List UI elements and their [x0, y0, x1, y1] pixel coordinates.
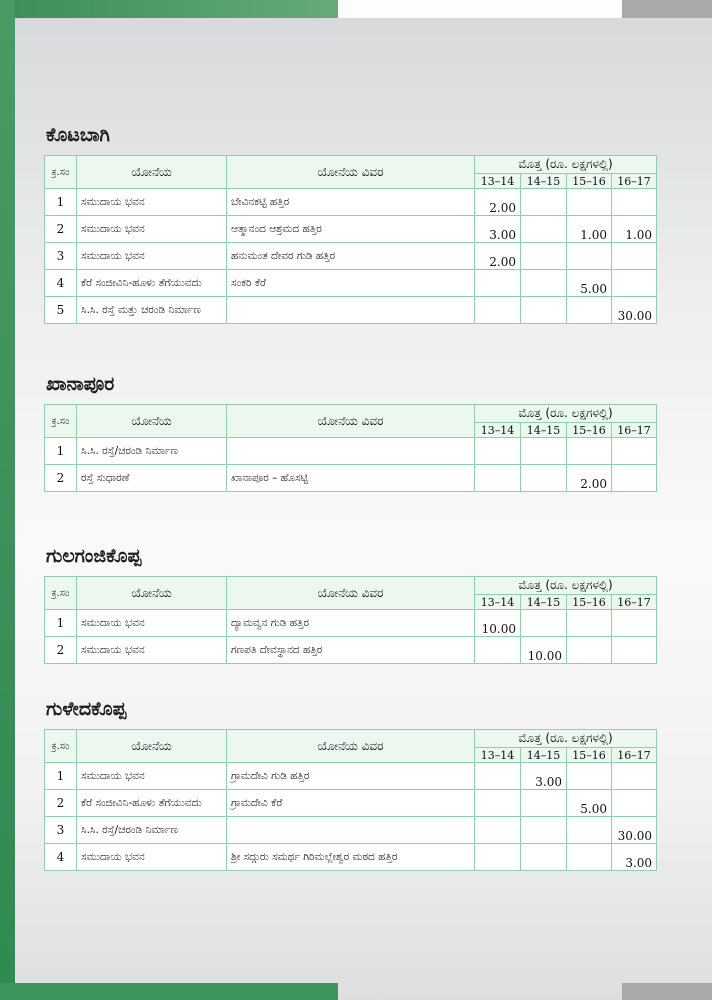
amount-13-14 — [475, 844, 521, 871]
row-scheme: ಸಿ.ಸಿ. ರಸ್ತೆ ಮತ್ತು ಚರಂಡಿ ನಿರ್ಮಾಣ — [77, 297, 227, 324]
table-row — [45, 438, 657, 465]
table-row — [45, 189, 657, 216]
row-sl: 3 — [45, 817, 77, 844]
amount-15-16 — [567, 438, 612, 465]
section-title-kotabagi: ಕೊಟಬಾಗಿ — [46, 124, 110, 146]
amount-14-15 — [521, 844, 567, 871]
amount-15-16 — [567, 817, 612, 844]
row-sl: 1 — [45, 610, 77, 637]
amount-15-16: 5.00 — [567, 790, 612, 817]
row-sl: 2 — [45, 216, 77, 243]
row-details — [227, 438, 475, 465]
row-sl: 2 — [45, 790, 77, 817]
amount-16-17: 30.00 — [612, 297, 657, 324]
amount-14-15 — [521, 465, 567, 492]
amount-15-16 — [567, 189, 612, 216]
col-header-amount: ಮೊತ್ತ (ರೂ. ಲಕ್ಷಗಳಲ್ಲಿ) — [475, 577, 657, 595]
col-header-sl: ಕ್ರ.ಸಂ — [45, 405, 77, 438]
col-header-year: 13–14 — [475, 748, 521, 763]
col-header-details: ಯೋನೆಯ ವಿವರ — [227, 577, 475, 610]
amount-16-17: 3.00 — [612, 844, 657, 871]
col-header-year: 14–15 — [521, 595, 567, 610]
col-header-year: 13–14 — [475, 174, 521, 189]
row-details: ಸಂಕರಿ ಕೆರೆ — [227, 270, 475, 297]
amount-15-16: 2.00 — [567, 465, 612, 492]
table-row — [45, 763, 657, 790]
row-sl: 3 — [45, 243, 77, 270]
col-header-year: 16–17 — [612, 748, 657, 763]
col-header-amount: ಮೊತ್ತ (ರೂ. ಲಕ್ಷಗಳಲ್ಲಿ) — [475, 156, 657, 174]
row-sl: 4 — [45, 270, 77, 297]
row-details: ಬೇವಿನಕಟ್ಟಿ ಹತ್ತಿರ — [227, 189, 475, 216]
table-row — [45, 844, 657, 871]
row-details: ಗ್ರಾಮದೇವಿ ಕೆರೆ — [227, 790, 475, 817]
row-sl: 1 — [45, 438, 77, 465]
row-scheme: ಸಮುದಾಯ ಭವನ — [77, 243, 227, 270]
row-scheme: ಸಿ.ಸಿ. ರಸ್ತೆ/ಚರಂಡಿ ನಿರ್ಮಾಣ — [77, 438, 227, 465]
col-header-year: 14–15 — [521, 748, 567, 763]
col-header-year: 15–16 — [567, 595, 612, 610]
row-details: ಖಾನಾಪೂರ – ಹೊಸಟ್ಟಿ — [227, 465, 475, 492]
amount-15-16 — [567, 844, 612, 871]
table-row — [45, 790, 657, 817]
row-scheme: ರಸ್ತೆ ಸುಧಾರಣೆ — [77, 465, 227, 492]
amount-14-15 — [521, 438, 567, 465]
amount-13-14 — [475, 637, 521, 664]
amount-13-14 — [475, 465, 521, 492]
section-title-guledakoppa: ಗುಳೇದಕೊಪ್ಪ — [46, 698, 127, 720]
row-scheme: ಸಮುದಾಯ ಭವನ — [77, 216, 227, 243]
row-sl: 1 — [45, 763, 77, 790]
amount-15-16: 1.00 — [567, 216, 612, 243]
col-header-year: 15–16 — [567, 748, 612, 763]
col-header-scheme: ಯೋನೆಯ — [77, 156, 227, 189]
amount-14-15 — [521, 817, 567, 844]
row-scheme: ಸಮುದಾಯ ಭವನ — [77, 844, 227, 871]
top-white-band — [338, 0, 622, 18]
amount-14-15: 10.00 — [521, 637, 567, 664]
amount-16-17 — [612, 438, 657, 465]
amount-14-15 — [521, 243, 567, 270]
amount-16-17 — [612, 763, 657, 790]
row-sl: 5 — [45, 297, 77, 324]
row-details: ಶ್ರೀ ಸದ್ಗುರು ಸಮರ್ಥ ಗಿರಿಮಲ್ಲೇಶ್ವರ ಮಠದ ಹತ್ತಿರ — [227, 844, 475, 871]
top-green-band — [0, 0, 338, 18]
bottom-green-band — [0, 983, 338, 1000]
col-header-scheme: ಯೋನೆಯ — [77, 405, 227, 438]
table-row — [45, 637, 657, 664]
amount-16-17 — [612, 790, 657, 817]
amount-14-15 — [521, 610, 567, 637]
col-header-scheme: ಯೋನೆಯ — [77, 577, 227, 610]
amount-14-15 — [521, 790, 567, 817]
amount-13-14: 3.00 — [475, 216, 521, 243]
scheme-table-guledakoppa — [44, 729, 657, 871]
amount-15-16 — [567, 297, 612, 324]
amount-13-14: 2.00 — [475, 243, 521, 270]
col-header-year: 13–14 — [475, 423, 521, 438]
table-row — [45, 270, 657, 297]
table-row — [45, 297, 657, 324]
row-scheme: ಕೆರೆ ಸಂಜೀವಿನಿ-ಹೂಳು ತೆಗೆಯುವದು — [77, 790, 227, 817]
left-green-band — [0, 0, 15, 1000]
amount-13-14 — [475, 763, 521, 790]
amount-13-14 — [475, 297, 521, 324]
col-header-details: ಯೋನೆಯ ವಿವರ — [227, 730, 475, 763]
amount-16-17 — [612, 465, 657, 492]
row-scheme: ಕೆರೆ ಸಂಜೀವಿನಿ-ಹೂಳು ತೆಗೆಯುವದು — [77, 270, 227, 297]
col-header-year: 14–15 — [521, 423, 567, 438]
col-header-sl: ಕ್ರ.ಸಂ — [45, 577, 77, 610]
amount-16-17 — [612, 610, 657, 637]
col-header-details: ಯೋನೆಯ ವಿವರ — [227, 156, 475, 189]
amount-16-17 — [612, 270, 657, 297]
table-row — [45, 610, 657, 637]
row-details: ಗಣಪತಿ ದೇವಸ್ಥಾನದ ಹತ್ತಿರ — [227, 637, 475, 664]
amount-16-17: 30.00 — [612, 817, 657, 844]
col-header-year: 13–14 — [475, 595, 521, 610]
row-scheme: ಸಮುದಾಯ ಭವನ — [77, 610, 227, 637]
scheme-table-kotabagi — [44, 155, 657, 324]
amount-13-14 — [475, 438, 521, 465]
amount-15-16: 5.00 — [567, 270, 612, 297]
amount-14-15 — [521, 216, 567, 243]
amount-13-14 — [475, 790, 521, 817]
col-header-year: 15–16 — [567, 423, 612, 438]
col-header-details: ಯೋನೆಯ ವಿವರ — [227, 405, 475, 438]
table-row — [45, 465, 657, 492]
row-details — [227, 817, 475, 844]
row-details: ಆತ್ಮಾನಂದ ಆಶ್ರಮದ ಹತ್ತಿರ — [227, 216, 475, 243]
table-row — [45, 817, 657, 844]
bottom-grey-band — [622, 983, 712, 1000]
amount-15-16 — [567, 610, 612, 637]
amount-16-17 — [612, 637, 657, 664]
col-header-year: 14–15 — [521, 174, 567, 189]
row-sl: 2 — [45, 637, 77, 664]
scheme-table-khanapur — [44, 404, 657, 492]
row-details — [227, 297, 475, 324]
amount-13-14 — [475, 270, 521, 297]
col-header-year: 15–16 — [567, 174, 612, 189]
col-header-year: 16–17 — [612, 595, 657, 610]
amount-15-16 — [567, 243, 612, 270]
scheme-table-gulaganjikoppa — [44, 576, 657, 664]
amount-14-15 — [521, 189, 567, 216]
row-scheme: ಸಮುದಾಯ ಭವನ — [77, 763, 227, 790]
row-details: ಗ್ರಾಮದೇವಿ ಗುಡಿ ಹತ್ತಿರ — [227, 763, 475, 790]
table-row — [45, 216, 657, 243]
amount-14-15 — [521, 297, 567, 324]
col-header-sl: ಕ್ರ.ಸಂ — [45, 156, 77, 189]
amount-15-16 — [567, 637, 612, 664]
row-sl: 4 — [45, 844, 77, 871]
amount-15-16 — [567, 763, 612, 790]
amount-16-17: 1.00 — [612, 216, 657, 243]
amount-13-14 — [475, 817, 521, 844]
row-scheme: ಸಮುದಾಯ ಭವನ — [77, 189, 227, 216]
amount-13-14: 2.00 — [475, 189, 521, 216]
row-scheme: ಸಿ.ಸಿ. ರಸ್ತೆ/ಚರಂಡಿ ನಿರ್ಮಾಣ — [77, 817, 227, 844]
col-header-year: 16–17 — [612, 423, 657, 438]
row-scheme: ಸಮುದಾಯ ಭವನ — [77, 637, 227, 664]
section-title-gulaganjikoppa: ಗುಲಗಂಜಿಕೊಪ್ಪ — [46, 545, 142, 567]
amount-13-14: 10.00 — [475, 610, 521, 637]
col-header-sl: ಕ್ರ.ಸಂ — [45, 730, 77, 763]
col-header-amount: ಮೊತ್ತ (ರೂ. ಲಕ್ಷಗಳಲ್ಲಿ) — [475, 405, 657, 423]
table-row — [45, 243, 657, 270]
row-details: ಹನುಮಂತ ದೇವರ ಗುಡಿ ಹತ್ತಿರ — [227, 243, 475, 270]
row-sl: 2 — [45, 465, 77, 492]
amount-16-17 — [612, 243, 657, 270]
section-title-khanapur: ಖಾನಾಪೂರ — [46, 373, 115, 395]
col-header-year: 16–17 — [612, 174, 657, 189]
col-header-scheme: ಯೋನೆಯ — [77, 730, 227, 763]
col-header-amount: ಮೊತ್ತ (ರೂ. ಲಕ್ಷಗಳಲ್ಲಿ) — [475, 730, 657, 748]
amount-14-15: 3.00 — [521, 763, 567, 790]
row-details: ದ್ಯಾಮವ್ವನ ಗುಡಿ ಹತ್ತಿರ — [227, 610, 475, 637]
amount-16-17 — [612, 189, 657, 216]
amount-14-15 — [521, 270, 567, 297]
top-grey-band — [622, 0, 712, 18]
row-sl: 1 — [45, 189, 77, 216]
